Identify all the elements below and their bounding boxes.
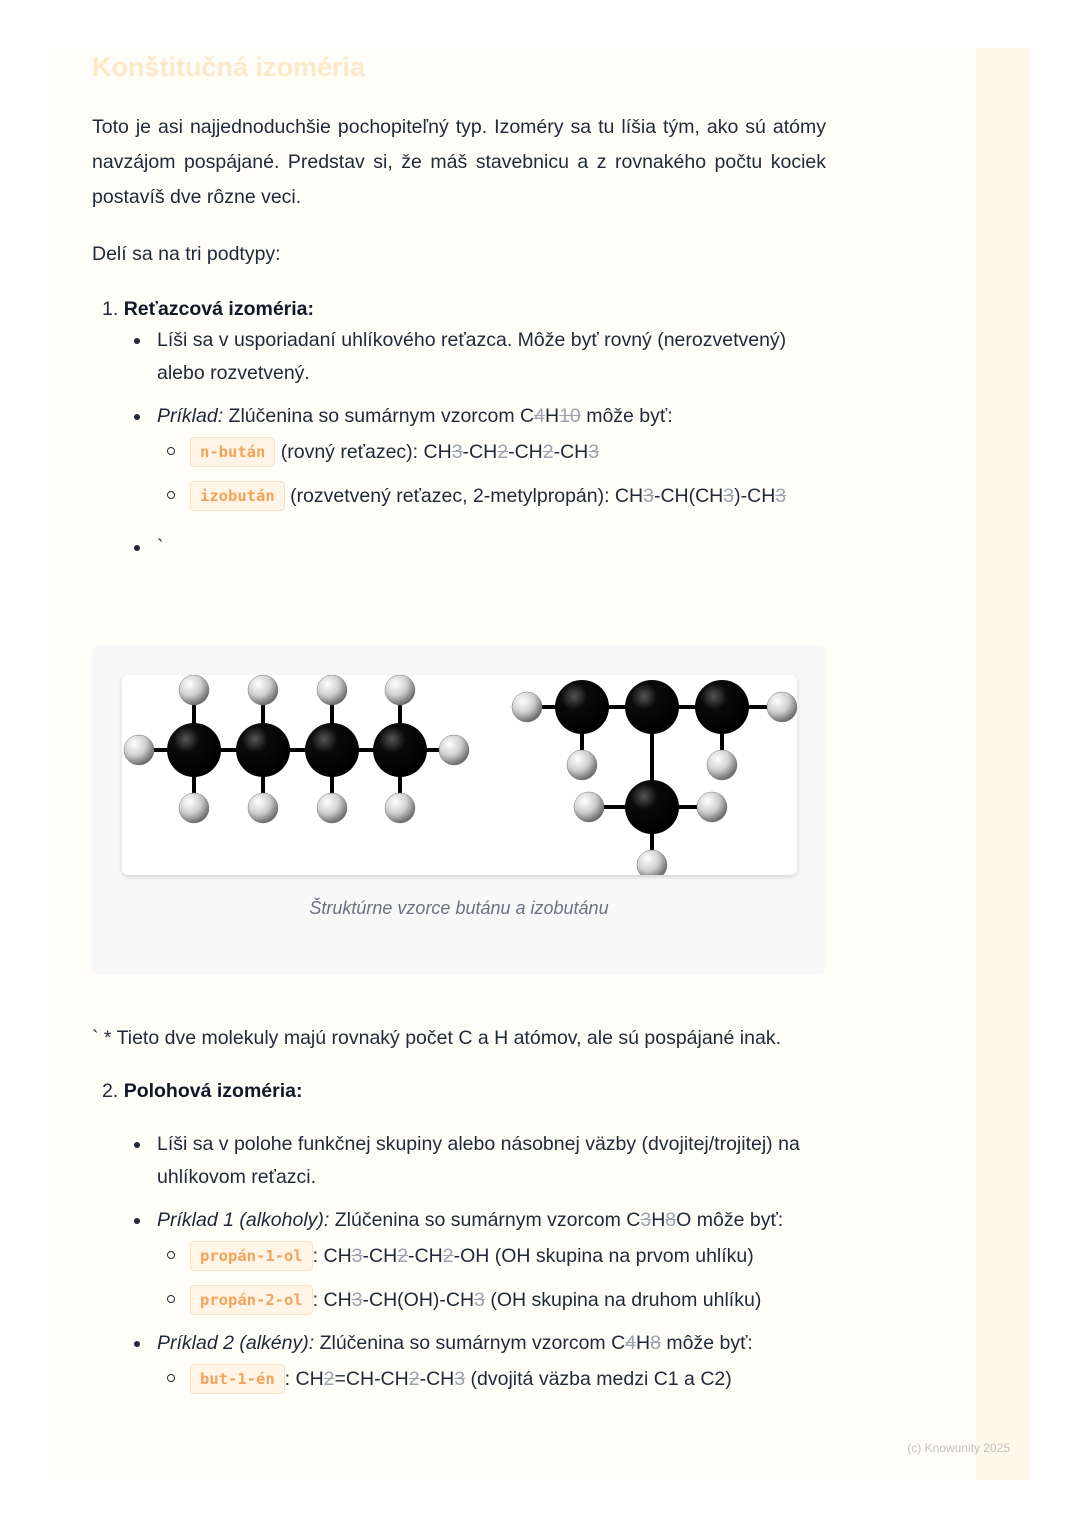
text: -OH (OH skupina na prvom uhlíku) bbox=[453, 1245, 754, 1267]
figure-caption: Štruktúrne vzorce butánu a izobutánu bbox=[309, 898, 609, 918]
sub-list-item bbox=[92, 1239, 826, 1273]
text: : CH bbox=[312, 1289, 352, 1311]
example-label: Príklad 1 (alkoholy): bbox=[157, 1209, 330, 1231]
document-content-lower bbox=[92, 1021, 826, 1396]
inline-code: propán-1-ol bbox=[190, 1241, 313, 1271]
subscript: 10 bbox=[559, 405, 581, 427]
sub-list bbox=[157, 1362, 826, 1396]
section-heading-text: Polohová izoméria: bbox=[123, 1080, 303, 1102]
text: (dvojitá väzba medzi C1 a C2) bbox=[465, 1368, 732, 1390]
text: : CH bbox=[312, 1245, 352, 1267]
subscript: 2 bbox=[497, 441, 509, 463]
subscript: 3 bbox=[643, 485, 654, 507]
sub-list-item bbox=[92, 1362, 826, 1396]
section-number: 2. bbox=[102, 1080, 119, 1102]
text: H bbox=[651, 1209, 666, 1231]
subscript: 3 bbox=[640, 1209, 652, 1231]
stray-backtick: ` bbox=[157, 536, 164, 558]
section-1-heading bbox=[92, 294, 826, 324]
sub-list bbox=[157, 1239, 826, 1317]
inline-code: n-bután bbox=[190, 437, 275, 467]
watermark: (c) Knowunity 2025 bbox=[907, 1441, 1010, 1455]
inline-code: but-1-én bbox=[190, 1364, 285, 1394]
text: =CH-CH bbox=[334, 1368, 409, 1390]
text: H bbox=[636, 1332, 651, 1354]
text: Zlúčenina so sumárnym vzorcom C bbox=[314, 1332, 626, 1354]
sub-list-item bbox=[92, 1283, 826, 1317]
sub-list bbox=[157, 435, 826, 513]
subscript: 3 bbox=[723, 485, 735, 507]
subscript: 3 bbox=[351, 1245, 363, 1267]
inline-code: propán-2-ol bbox=[190, 1285, 313, 1315]
subscript: 2 bbox=[323, 1368, 335, 1390]
example-label: Príklad 2 (alkény): bbox=[157, 1332, 315, 1354]
subscript: 4 bbox=[534, 405, 545, 427]
list-item bbox=[92, 400, 826, 513]
bullet-list bbox=[92, 1128, 826, 1396]
butane-isobutane-models bbox=[122, 675, 797, 875]
section-heading-text: Reťazcová izoméria: bbox=[123, 298, 315, 320]
text: Zlúčenina so sumárnym vzorcom C bbox=[228, 405, 535, 427]
text: -CH(OH)-CH bbox=[362, 1289, 475, 1311]
after-figure-paragraph: ` * Tieto dve molekuly majú rovnaký počet C a H atómov, ale sú pospájané inak. bbox=[92, 1027, 781, 1049]
section-number: 1. bbox=[102, 298, 119, 320]
text: (rozvetvený reťazec, 2-metylpropán): CH bbox=[284, 485, 644, 507]
molecule-image bbox=[122, 675, 797, 875]
subscript: 4 bbox=[625, 1332, 637, 1354]
list-item bbox=[92, 1128, 826, 1194]
document-content bbox=[92, 110, 826, 564]
list-item bbox=[92, 531, 826, 564]
bullet-text: Líši sa v usporiadaní uhlíkového reťazca. Môže byť rovný (nerozvetvený) alebo rozvetvený. bbox=[157, 329, 787, 384]
text: O môže byť: bbox=[676, 1209, 784, 1231]
subscript: 8 bbox=[650, 1332, 661, 1354]
bullet-text: Líši sa v polohe funkčnej skupiny alebo násobnej väzby (dvojitej/trojitej) na uhlíkovom reťazci. bbox=[157, 1133, 800, 1188]
right-margin-band bbox=[976, 48, 1030, 1480]
subscript: 2 bbox=[542, 441, 554, 463]
text: -CH bbox=[408, 1245, 443, 1267]
text: -CH bbox=[553, 441, 589, 463]
molecule-figure bbox=[92, 645, 826, 975]
example-label: Príklad: bbox=[157, 405, 224, 427]
inline-code: izobután bbox=[190, 481, 285, 511]
subscript: 2 bbox=[442, 1245, 454, 1267]
text: H bbox=[544, 405, 560, 427]
subscript: 2 bbox=[397, 1245, 409, 1267]
text: Zlúčenina so sumárnym vzorcom C bbox=[329, 1209, 641, 1231]
subscript: 2 bbox=[408, 1368, 420, 1390]
subscript: 3 bbox=[454, 1368, 466, 1390]
sub-list-item bbox=[92, 435, 826, 469]
text: : CH bbox=[284, 1368, 324, 1390]
text: (rovný reťazec): CH bbox=[275, 441, 452, 463]
subscript: 8 bbox=[665, 1209, 677, 1231]
sub-list-item bbox=[92, 479, 826, 513]
subscript: 3 bbox=[588, 441, 600, 463]
section-position-isomerism bbox=[92, 1076, 826, 1396]
subtypes-intro: Delí sa na tri podtypy: bbox=[92, 243, 281, 265]
subscript: 3 bbox=[775, 485, 787, 507]
subscript: 3 bbox=[451, 441, 463, 463]
page-title: Konštitučná izoméria bbox=[92, 52, 366, 82]
list-item bbox=[92, 1204, 826, 1317]
section-2-heading bbox=[92, 1076, 826, 1106]
section-chain-isomerism bbox=[92, 294, 826, 564]
text: môže byť: bbox=[660, 1332, 753, 1354]
text: -CH bbox=[508, 441, 543, 463]
text: -CH bbox=[362, 1245, 398, 1267]
list-item bbox=[92, 1327, 826, 1396]
intro-paragraph: Toto je asi najjednoduchšie pochopiteľný typ. Izoméry sa tu líšia tým, ako sú atómy navzájom pospájané. Predstav si, že máš stavebnicu a z rovnakého počtu kociek postavíš dve rôzne veci. bbox=[92, 116, 826, 208]
text: -CH bbox=[419, 1368, 455, 1390]
subscript: 3 bbox=[474, 1289, 485, 1311]
list-item bbox=[92, 324, 826, 390]
bullet-list bbox=[92, 324, 826, 564]
text: (OH skupina na druhom uhlíku) bbox=[484, 1289, 762, 1311]
subscript: 3 bbox=[351, 1289, 363, 1311]
text: )-CH bbox=[734, 485, 776, 507]
text: -CH bbox=[462, 441, 498, 463]
text: -CH(CH bbox=[653, 485, 724, 507]
text: môže byť: bbox=[580, 405, 673, 427]
